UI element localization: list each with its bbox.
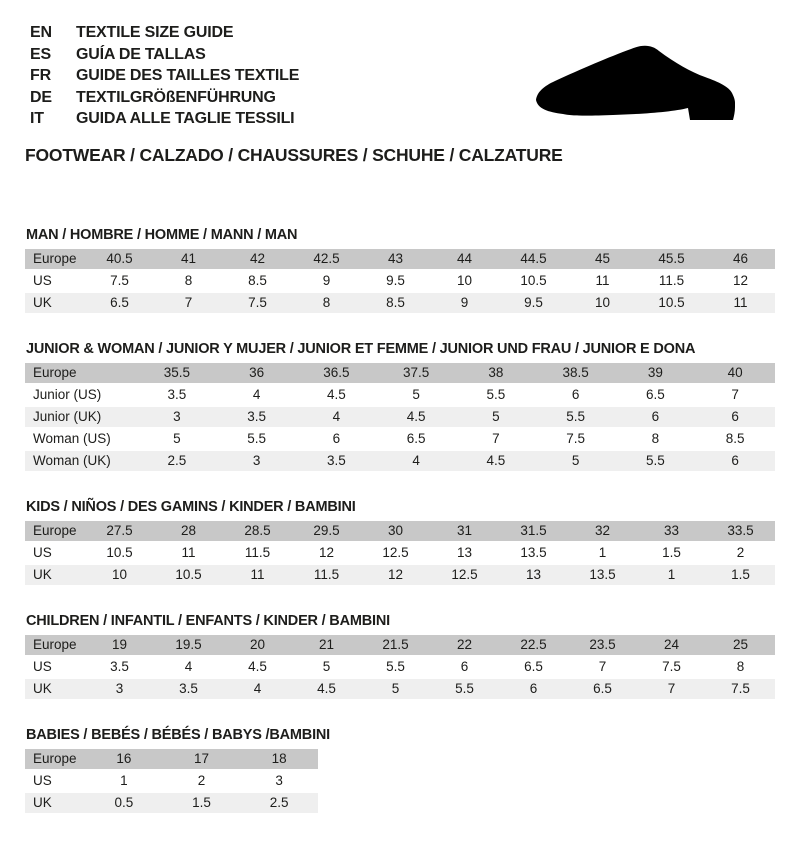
section-title: MAN / HOMBRE / HOMME / MANN / MAN bbox=[26, 227, 298, 243]
size-cell: 12.5 bbox=[382, 545, 409, 560]
size-cell: 4.5 bbox=[456, 451, 536, 471]
size-section bbox=[25, 727, 775, 815]
table-row bbox=[25, 543, 775, 563]
size-cell: 3.5 bbox=[110, 659, 129, 674]
size-cell: 11 bbox=[223, 565, 292, 585]
size-cell: 21.5 bbox=[361, 635, 430, 655]
table-row bbox=[25, 679, 775, 699]
size-cell: 8 bbox=[184, 273, 193, 288]
shoe-icon bbox=[533, 44, 763, 126]
size-cell: 21 bbox=[292, 635, 361, 655]
row-label: Junior (US) bbox=[33, 387, 102, 402]
size-cell: 6 bbox=[460, 659, 469, 674]
size-cell: 41 bbox=[154, 249, 223, 269]
size-cell: 3 bbox=[275, 773, 283, 788]
table-row bbox=[25, 385, 775, 405]
size-cell: 7.5 bbox=[223, 293, 292, 313]
size-cell: 7 bbox=[154, 293, 223, 313]
size-cell: 8 bbox=[292, 293, 361, 313]
language-title: TEXTILE SIZE GUIDE bbox=[76, 24, 234, 41]
size-cell: 46 bbox=[706, 249, 775, 269]
size-table bbox=[25, 633, 775, 701]
size-cell: 5.5 bbox=[616, 451, 696, 471]
size-cell: 13.5 bbox=[568, 565, 637, 585]
size-cell: 9.5 bbox=[386, 273, 405, 288]
size-table bbox=[25, 247, 775, 315]
language-title-list bbox=[30, 22, 299, 130]
category-title: FOOTWEAR / CALZADO / CHAUSSURES / SCHUHE / CALZATURE bbox=[25, 145, 563, 165]
row-label: US bbox=[33, 773, 52, 788]
size-cell: 10.5 bbox=[154, 565, 223, 585]
size-cell: 7 bbox=[492, 431, 500, 446]
size-cell: 1.5 bbox=[706, 565, 775, 585]
size-cell: 1.5 bbox=[662, 545, 681, 560]
size-cell: 44.5 bbox=[499, 249, 568, 269]
row-label: UK bbox=[25, 679, 85, 699]
row-label: Europe bbox=[25, 521, 85, 541]
size-cell: 32 bbox=[568, 521, 637, 541]
size-cell: 13.5 bbox=[520, 545, 547, 560]
table-row bbox=[25, 771, 318, 791]
size-cell: 9 bbox=[322, 273, 331, 288]
size-cell: 22.5 bbox=[499, 635, 568, 655]
size-cell: 42.5 bbox=[292, 249, 361, 269]
size-cell: 13 bbox=[456, 545, 473, 560]
size-cell: 7.5 bbox=[662, 659, 681, 674]
size-cell: 12 bbox=[361, 565, 430, 585]
size-table bbox=[25, 361, 775, 473]
size-cell: 6.5 bbox=[524, 659, 543, 674]
table-row bbox=[25, 293, 775, 313]
size-cell: 8.5 bbox=[725, 431, 745, 446]
size-cell: 7.5 bbox=[706, 679, 775, 699]
language-title: GUÍA DE TALLAS bbox=[76, 45, 206, 63]
size-cell: 25 bbox=[706, 635, 775, 655]
size-cell: 6.5 bbox=[406, 431, 426, 446]
table-header-row bbox=[25, 249, 775, 269]
section-title: BABIES / BEBÉS / BÉBÉS / BABYS /BAMBINI bbox=[26, 727, 330, 743]
size-cell: 7.5 bbox=[566, 431, 586, 446]
size-cell: 42 bbox=[223, 249, 292, 269]
size-cell: 10 bbox=[85, 565, 154, 585]
language-code: IT bbox=[30, 110, 44, 127]
size-section bbox=[25, 341, 775, 473]
size-cell: 2.5 bbox=[137, 451, 217, 471]
size-cell: 1.5 bbox=[163, 793, 241, 813]
language-code: EN bbox=[30, 24, 52, 41]
size-cell: 12.5 bbox=[430, 565, 499, 585]
size-cell: 11.5 bbox=[244, 545, 271, 560]
size-cell: 2 bbox=[197, 773, 206, 788]
table-header-row bbox=[25, 521, 775, 541]
row-label: US bbox=[33, 273, 52, 288]
size-cell: 24 bbox=[637, 635, 706, 655]
size-cell: 11.5 bbox=[658, 273, 685, 288]
size-cell: 3 bbox=[137, 407, 217, 427]
size-cell: 36 bbox=[217, 363, 297, 383]
size-cell: 3.5 bbox=[154, 679, 223, 699]
language-title: GUIDA ALLE TAGLIE TESSILI bbox=[76, 110, 295, 127]
size-cell: 2 bbox=[736, 545, 745, 560]
size-cell: 6 bbox=[499, 679, 568, 699]
size-cell: 30 bbox=[361, 521, 430, 541]
size-cell: 5 bbox=[412, 387, 420, 402]
size-cell: 7 bbox=[598, 659, 607, 674]
size-cell: 45 bbox=[568, 249, 637, 269]
size-cell: 6 bbox=[571, 387, 580, 402]
size-cell: 4 bbox=[252, 387, 261, 402]
row-label: Europe bbox=[25, 249, 85, 269]
size-section bbox=[25, 499, 775, 587]
size-cell: 28 bbox=[154, 521, 223, 541]
size-cell: 27.5 bbox=[85, 521, 154, 541]
size-cell: 40 bbox=[695, 363, 775, 383]
table-row bbox=[25, 793, 318, 813]
size-cell: 2.5 bbox=[240, 793, 318, 813]
row-label: US bbox=[33, 545, 52, 560]
size-cell: 23.5 bbox=[568, 635, 637, 655]
size-cell: 9.5 bbox=[499, 293, 568, 313]
size-cell: 3 bbox=[85, 679, 154, 699]
size-cell: 43 bbox=[361, 249, 430, 269]
size-cell: 29.5 bbox=[292, 521, 361, 541]
row-label: Europe bbox=[25, 635, 85, 655]
size-cell: 5 bbox=[361, 679, 430, 699]
size-cell: 33.5 bbox=[706, 521, 775, 541]
size-cell: 39 bbox=[616, 363, 696, 383]
size-cell: 8.5 bbox=[248, 273, 267, 288]
row-label: Junior (UK) bbox=[25, 407, 137, 427]
size-cell: 5.5 bbox=[536, 407, 616, 427]
size-cell: 4 bbox=[223, 679, 292, 699]
size-cell: 5.5 bbox=[486, 387, 506, 402]
size-cell: 19.5 bbox=[154, 635, 223, 655]
row-label: Woman (UK) bbox=[25, 451, 137, 471]
table-row bbox=[25, 407, 775, 427]
size-cell: 28.5 bbox=[223, 521, 292, 541]
size-cell: 5 bbox=[173, 431, 181, 446]
size-cell: 8 bbox=[736, 659, 745, 674]
size-cell: 4 bbox=[297, 407, 377, 427]
language-title: GUIDE DES TAILLES TEXTILE bbox=[76, 67, 300, 84]
size-cell: 12 bbox=[732, 273, 749, 288]
size-cell: 4.5 bbox=[292, 679, 361, 699]
table-row bbox=[25, 429, 775, 449]
size-cell: 8.5 bbox=[361, 293, 430, 313]
size-cell: 5.5 bbox=[430, 679, 499, 699]
size-section bbox=[25, 613, 775, 701]
size-section bbox=[25, 227, 775, 315]
table-row bbox=[25, 451, 775, 471]
size-cell: 7 bbox=[637, 679, 706, 699]
size-cell: 20 bbox=[223, 635, 292, 655]
size-cell: 4.5 bbox=[376, 407, 456, 427]
size-cell: 31 bbox=[430, 521, 499, 541]
size-table bbox=[25, 747, 318, 815]
size-cell: 35.5 bbox=[137, 363, 217, 383]
size-cell: 31.5 bbox=[499, 521, 568, 541]
language-row-en bbox=[30, 22, 299, 44]
size-cell: 16 bbox=[85, 749, 163, 769]
size-cell: 7 bbox=[731, 387, 739, 402]
size-cell: 1 bbox=[120, 773, 128, 788]
size-tables bbox=[25, 227, 775, 841]
language-code: ES bbox=[30, 45, 51, 63]
size-cell: 1 bbox=[598, 545, 607, 560]
size-cell: 11.5 bbox=[292, 565, 361, 585]
table-row bbox=[25, 657, 775, 677]
size-cell: 5 bbox=[456, 407, 536, 427]
table-header-row bbox=[25, 635, 775, 655]
table-header-row bbox=[25, 363, 775, 383]
language-code: DE bbox=[30, 88, 52, 106]
size-cell: 19 bbox=[85, 635, 154, 655]
size-cell: 45.5 bbox=[637, 249, 706, 269]
size-cell: 6 bbox=[616, 407, 696, 427]
row-label: Europe bbox=[25, 749, 85, 769]
size-cell: 4 bbox=[376, 451, 456, 471]
size-cell: 38 bbox=[456, 363, 536, 383]
language-row-de bbox=[30, 87, 299, 109]
size-cell: 6 bbox=[695, 407, 775, 427]
table-header-row bbox=[25, 749, 318, 769]
size-cell: 11 bbox=[595, 273, 610, 288]
size-cell: 38.5 bbox=[536, 363, 616, 383]
size-cell: 17 bbox=[163, 749, 241, 769]
table-row bbox=[25, 271, 775, 291]
language-code: FR bbox=[30, 67, 51, 84]
language-row-es bbox=[30, 44, 299, 66]
size-cell: 3.5 bbox=[217, 407, 297, 427]
size-cell: 22 bbox=[430, 635, 499, 655]
table-row bbox=[25, 565, 775, 585]
size-cell: 4.5 bbox=[248, 659, 267, 674]
size-cell: 13 bbox=[499, 565, 568, 585]
section-title: CHILDREN / INFANTIL / ENFANTS / KINDER / BAMBINI bbox=[26, 613, 390, 629]
size-cell: 4.5 bbox=[326, 387, 346, 402]
size-cell: 6 bbox=[332, 431, 341, 446]
size-cell: 6.5 bbox=[645, 387, 665, 402]
size-cell: 36.5 bbox=[297, 363, 377, 383]
size-cell: 5 bbox=[322, 659, 331, 674]
size-cell: 3.5 bbox=[167, 387, 187, 402]
size-cell: 5.5 bbox=[386, 659, 405, 674]
size-cell: 1 bbox=[637, 565, 706, 585]
size-cell: 44 bbox=[430, 249, 499, 269]
size-table bbox=[25, 519, 775, 587]
size-cell: 3 bbox=[217, 451, 297, 471]
row-label: UK bbox=[25, 565, 85, 585]
size-cell: 5.5 bbox=[247, 431, 267, 446]
size-cell: 10.5 bbox=[106, 545, 133, 560]
size-cell: 10 bbox=[568, 293, 637, 313]
size-cell: 6.5 bbox=[85, 293, 154, 313]
size-cell: 40.5 bbox=[85, 249, 154, 269]
size-cell: 9 bbox=[430, 293, 499, 313]
size-cell: 11 bbox=[706, 293, 775, 313]
size-cell: 4 bbox=[184, 659, 193, 674]
row-label: UK bbox=[25, 293, 85, 313]
size-cell: 33 bbox=[637, 521, 706, 541]
size-cell: 6.5 bbox=[568, 679, 637, 699]
size-cell: 8 bbox=[651, 431, 660, 446]
size-cell: 5 bbox=[536, 451, 616, 471]
language-title: TEXTILGRÖßENFÜHRUNG bbox=[76, 88, 276, 106]
size-cell: 0.5 bbox=[85, 793, 163, 813]
size-cell: 6 bbox=[695, 451, 775, 471]
size-cell: 18 bbox=[240, 749, 318, 769]
language-row-fr bbox=[30, 65, 299, 87]
size-cell: 11 bbox=[181, 545, 196, 560]
size-cell: 12 bbox=[318, 545, 335, 560]
row-label: UK bbox=[25, 793, 85, 813]
size-cell: 10.5 bbox=[637, 293, 706, 313]
row-label: Europe bbox=[25, 363, 137, 383]
row-label: Woman (US) bbox=[33, 431, 111, 446]
section-title: KIDS / NIÑOS / DES GAMINS / KINDER / BAMBINI bbox=[26, 499, 356, 515]
size-cell: 37.5 bbox=[376, 363, 456, 383]
size-cell: 10 bbox=[456, 273, 473, 288]
size-cell: 3.5 bbox=[297, 451, 377, 471]
size-cell: 7.5 bbox=[110, 273, 129, 288]
language-row-it bbox=[30, 108, 299, 130]
row-label: US bbox=[33, 659, 52, 674]
section-title: JUNIOR & WOMAN / JUNIOR Y MUJER / JUNIOR ET FEMME / JUNIOR UND FRAU / JUNIOR E DONA bbox=[26, 341, 696, 357]
size-cell: 10.5 bbox=[520, 273, 547, 288]
